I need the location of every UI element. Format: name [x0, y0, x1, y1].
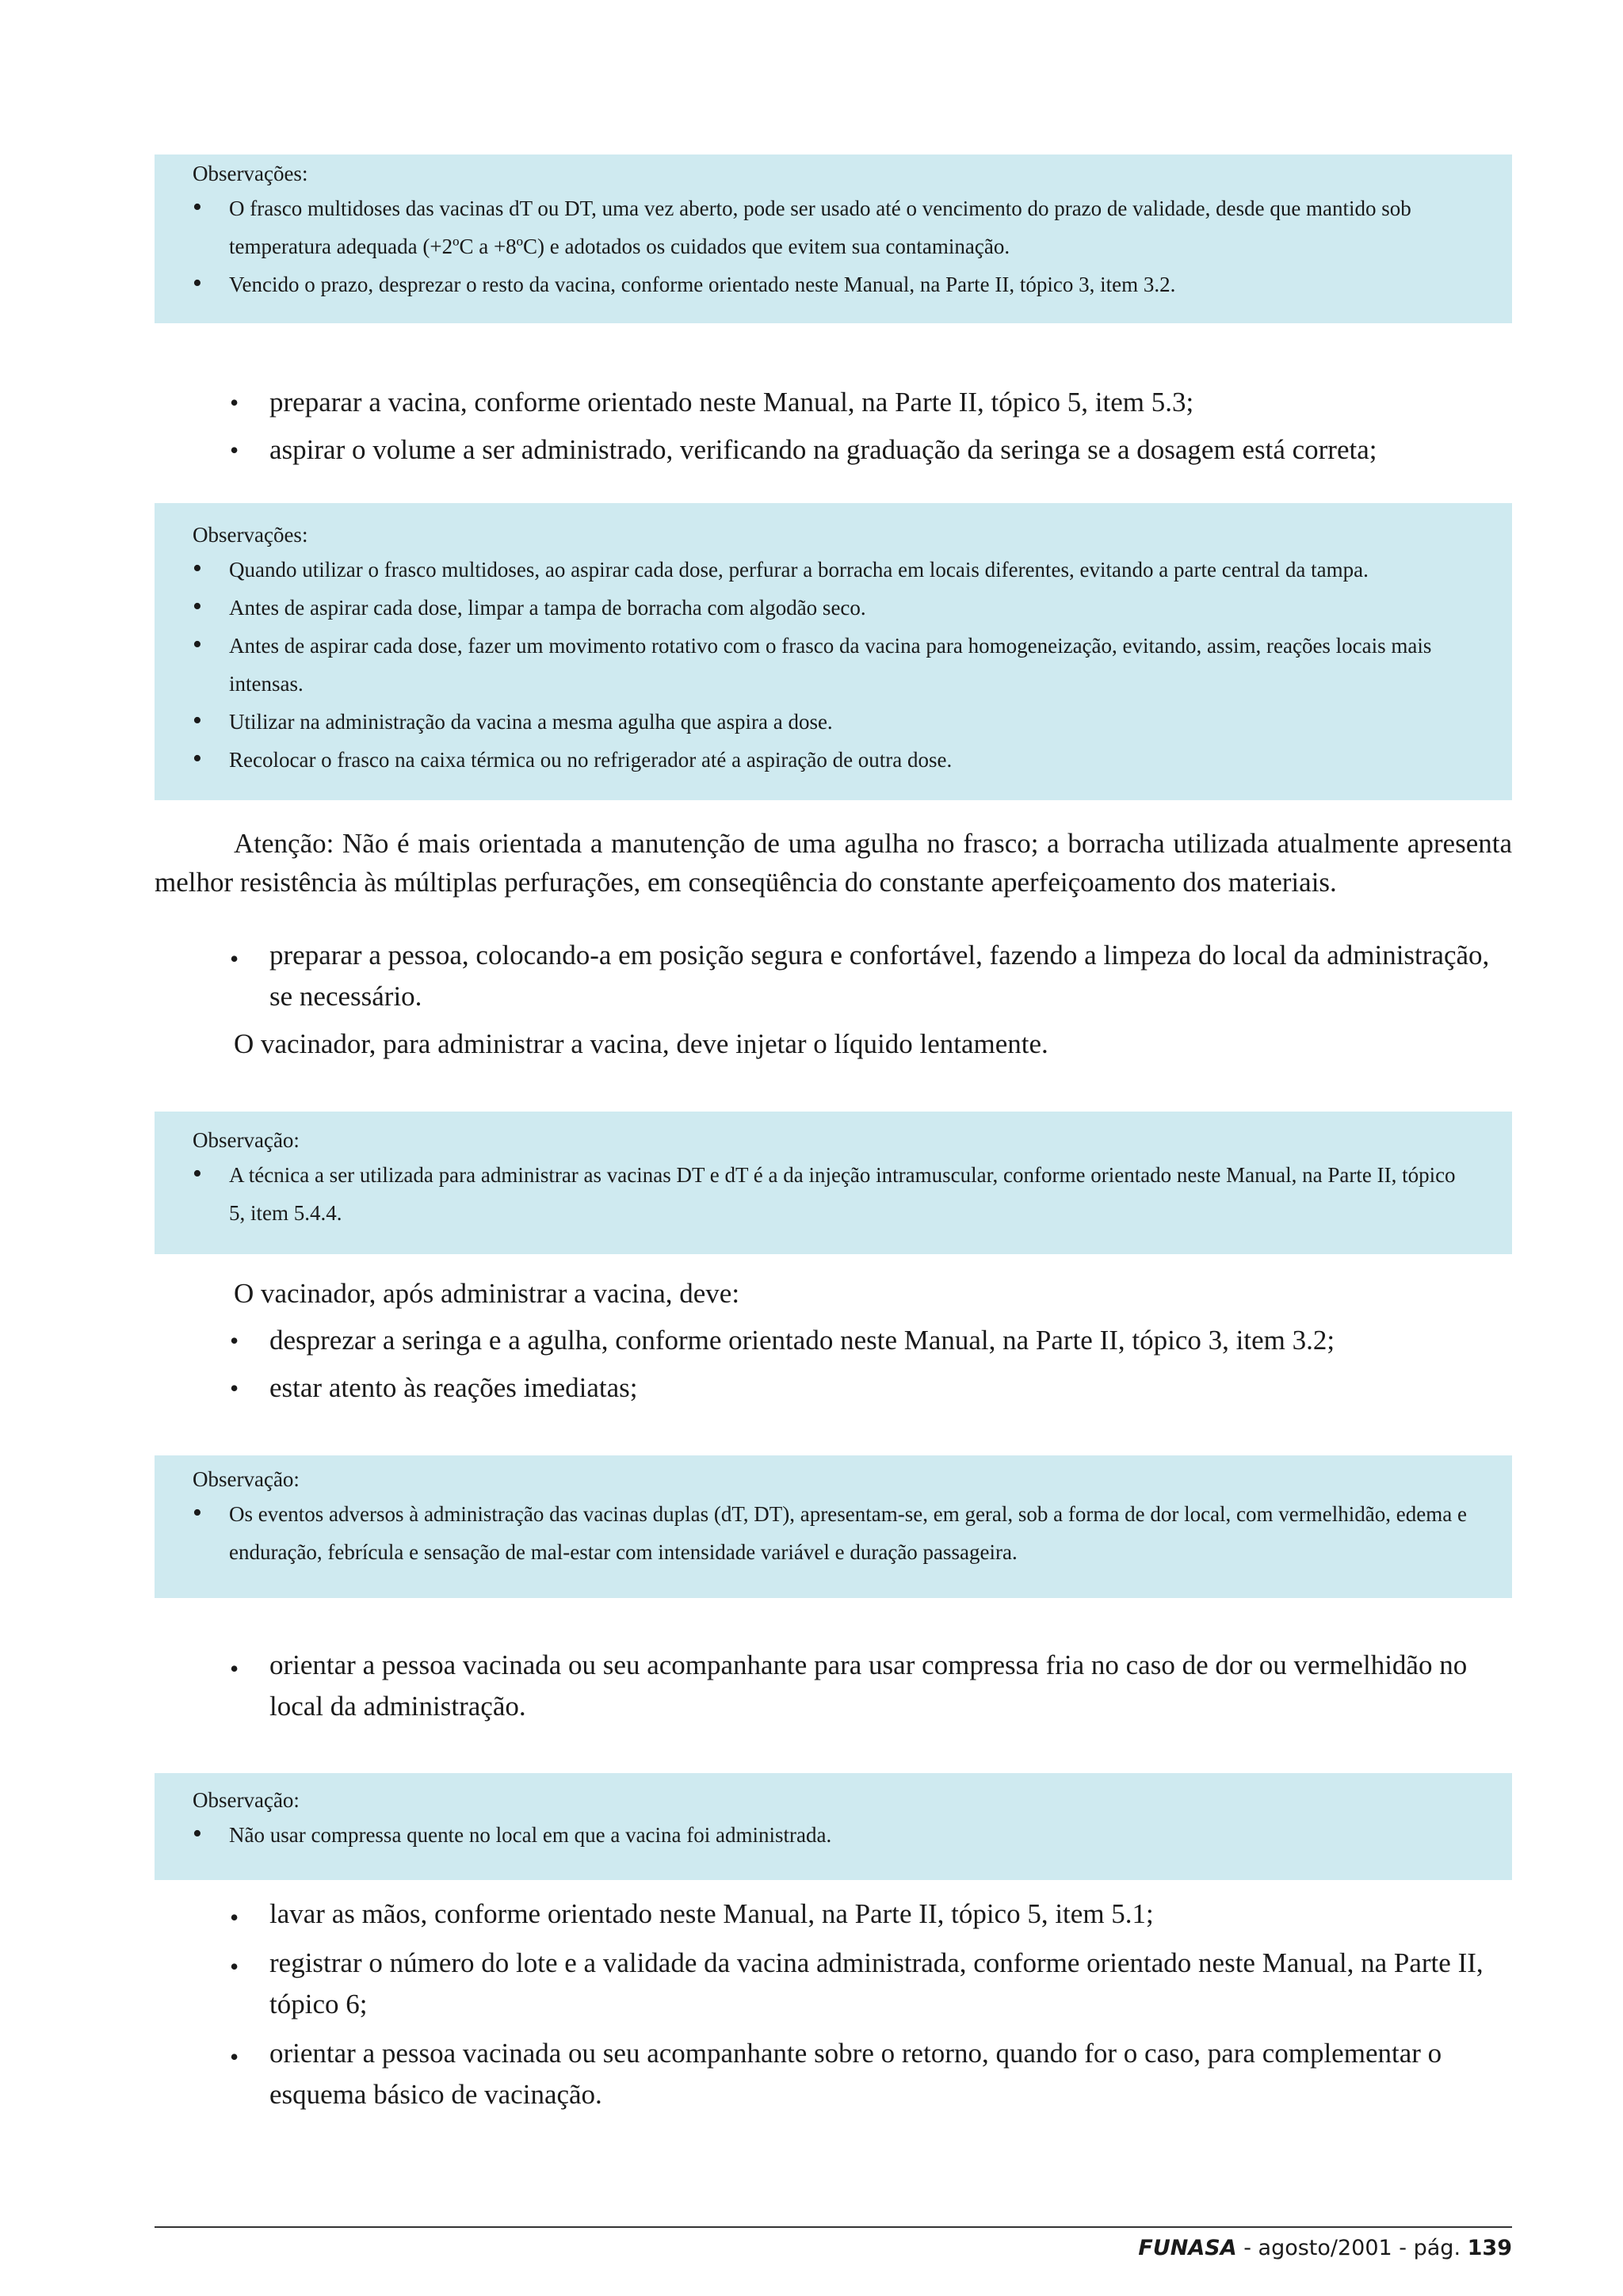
- footer-divider: [155, 2226, 1512, 2228]
- procedure-list-final: [230, 1894, 1512, 2115]
- note-list: [193, 1495, 1474, 1571]
- list-item: • orientar a pessoa vacinada ou seu acompanhante sobre o retorno, quando for o caso, para complementar o esquema básico de vacinação.: [230, 2033, 1512, 2115]
- note-item: • Vencido o prazo, desprezar o resto da vacina, conforme orientado neste Manual, na Parte II, tópico 3, item 3.2.: [193, 265, 1474, 303]
- list-item: • preparar a pessoa, colocando-a em posição segura e confortável, fazendo a limpeza do local da administração, se necessário.: [230, 935, 1512, 1017]
- note-list: [193, 1816, 1474, 1854]
- page-footer: [1138, 2233, 1512, 2264]
- note-item: • Antes de aspirar cada dose, limpar a tampa de borracha com algodão seco.: [193, 589, 1474, 627]
- procedure-list-person: [230, 935, 1512, 1017]
- list-item: • desprezar a seringa e a agulha, conforme orientado neste Manual, na Parte II, tópico 3, item 3.2;: [230, 1317, 1512, 1364]
- note-title: Observação:: [193, 1128, 300, 1152]
- note-title: Observação:: [193, 1467, 300, 1491]
- note-title: Observações:: [193, 523, 308, 547]
- note-list: [193, 551, 1474, 779]
- note-box-aspiration: [155, 503, 1512, 800]
- list-item: • preparar a vacina, conforme orientado neste Manual, na Parte II, tópico 5, item 5.3;: [230, 379, 1512, 426]
- note-item: • Utilizar na administração da vacina a mesma agulha que aspira a dose.: [193, 703, 1474, 741]
- footer-brand: FUNASA: [1138, 2236, 1237, 2260]
- note-item: • Antes de aspirar cada dose, fazer um movimento rotativo com o frasco da vacina para homogeneização, evitando, assim, reações locais mais intensas.: [193, 627, 1474, 703]
- note-box-hot-compress: [155, 1773, 1512, 1880]
- note-list: [193, 1156, 1474, 1232]
- list-item: • estar atento às reações imediatas;: [230, 1364, 1512, 1412]
- list-item: • aspirar o volume a ser administrado, verificando na graduação da seringa se a dosagem está correta;: [230, 426, 1512, 474]
- footer-date: - agosto/2001 - pág.: [1236, 2236, 1468, 2260]
- procedure-list-cold-compress: [230, 1645, 1512, 1727]
- note-box-conservation: [155, 154, 1512, 323]
- note-box-technique: [155, 1112, 1512, 1254]
- note-item: • Os eventos adversos à administração das vacinas duplas (dT, DT), apresentam-se, em geral, sob a forma de dor local, com vermelhidão, edema e enduração, febrícula e sensação de mal-estar com intensidade variável e duração passageira.: [193, 1495, 1474, 1571]
- note-item: • A técnica a ser utilizada para administrar as vacinas DT e dT é a da injeção intramuscular, conforme orientado neste Manual, na Parte II, tópico 5, item 5.4.4.: [193, 1156, 1474, 1232]
- note-box-adverse-events: [155, 1455, 1512, 1598]
- note-title: Observações:: [193, 162, 308, 185]
- vaccinator-after-text: O vacinador, após administrar a vacina, deve:: [234, 1278, 740, 1309]
- procedure-list-preparation: [230, 379, 1512, 474]
- note-item: • Recolocar o frasco na caixa térmica ou no refrigerador até a aspiração de outra dose.: [193, 741, 1474, 779]
- note-list: [193, 189, 1474, 303]
- list-item: • lavar as mãos, conforme orientado neste Manual, na Parte II, tópico 5, item 5.1;: [230, 1894, 1512, 1935]
- note-item: • Quando utilizar o frasco multidoses, ao aspirar cada dose, perfurar a borracha em locais diferentes, evitando a parte central da tampa.: [193, 551, 1474, 589]
- note-item: • Não usar compressa quente no local em que a vacina foi administrada.: [193, 1816, 1474, 1854]
- note-title: Observação:: [193, 1788, 300, 1812]
- note-item: • O frasco multidoses das vacinas dT ou DT, uma vez aberto, pode ser usado até o vencimento do prazo de validade, desde que mantido sob temperatura adequada (+2ºC a +8ºC) e adotados os cuidados que evitem sua contaminação.: [193, 189, 1474, 265]
- list-item: • orientar a pessoa vacinada ou seu acompanhante para usar compressa fria no caso de dor ou vermelhidão no local da administração.: [230, 1645, 1512, 1727]
- procedure-list-after: [230, 1317, 1512, 1412]
- page-number: 139: [1467, 2236, 1512, 2260]
- list-item: • registrar o número do lote e a validade da vacina administrada, conforme orientado neste Manual, na Parte II, tópico 6;: [230, 1943, 1512, 2025]
- vaccinator-inject-text: O vacinador, para administrar a vacina, deve injetar o líquido lentamente.: [234, 1028, 1048, 1059]
- attention-paragraph: Atenção: Não é mais orientada a manutenção de uma agulha no frasco; a borracha utilizada atualmente apresenta melhor resistência às múltiplas perfurações, em conseqüência do constante aperfeiçoamento dos materiais.: [155, 828, 1512, 898]
